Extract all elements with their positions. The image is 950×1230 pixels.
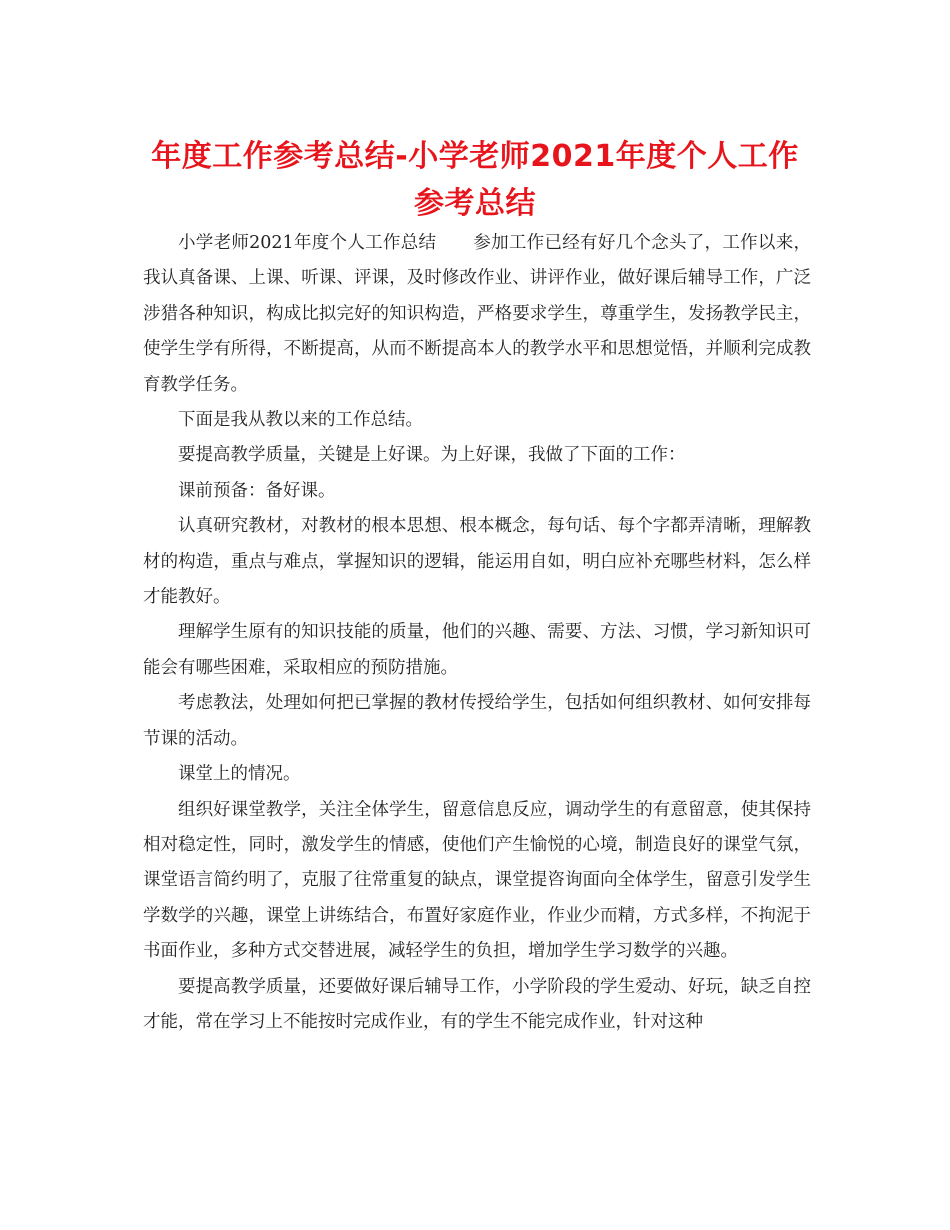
intro-heading: 小学老师2021年度个人工作总结	[178, 233, 437, 253]
paragraph: 要提高教学质量，还要做好课后辅导工作，小学阶段的学生爱动、好玩，缺乏自控才能，常在学习上不能按时完成作业，有的学生不能完成作业，针对这种	[143, 976, 811, 1032]
paragraph: 下面是我从教以来的工作总结。	[178, 410, 423, 431]
document-title-line-2: 参考总结	[414, 186, 536, 221]
paragraph: 理解学生原有的知识技能的质量，他们的兴趣、需要、方法、习惯，学习新知识可能会有哪些困难，采取相应的预防措施。	[143, 622, 811, 678]
paragraph: 课前预备：备好课。	[178, 480, 336, 501]
document-title-line-1: 年度工作参考总结-小学老师2021年度个人工作	[151, 139, 799, 174]
document-body	[143, 226, 811, 1040]
paragraph: 课堂上的情况。	[178, 764, 301, 785]
paragraph: 考虑教法，处理如何把已掌握的教材传授给学生，包括如何组织教材、如何安排每节课的活动。	[143, 693, 811, 749]
paragraph-intro	[143, 226, 811, 403]
paragraph: 组织好课堂教学，关注全体学生，留意信息反应，调动学生的有意留意，使其保持相对稳定性，同时，激发学生的情感，使他们产生愉悦的心境，制造良好的课堂气氛，课堂语言简约明了，克服了往常重复的缺点，课堂提咨询面向全体学生，留意引发学生学数学的兴趣，课堂上讲练结合，布置好家庭作业，作业少而精，方式多样，不拘泥于书面作业，多种方式交替进展，减轻学生的负担，增加学生学习数学的兴趣。	[143, 799, 811, 962]
paragraph: 要提高教学质量，关键是上好课。为上好课，我做了下面的工作：	[178, 445, 686, 466]
paragraph: 认真研究教材，对教材的根本思想、根本概念，每句话、每个字都弄清晰，理解教材的构造，重点与难点，掌握知识的逻辑，能运用自如，明白应补充哪些材料，怎么样才能教好。	[143, 516, 811, 608]
paragraph-text: 参加工作已经有好几个念头了，工作以来，我认真备课、上课、听课、评课，及时修改作业、讲评作业，做好课后辅导工作，广泛涉猎各种知识，构成比拟完好的知识构造，严格要求学生，尊重学生，发扬教学民主，使学生学有所得，不断提高，从而不断提高本人的教学水平和思想觉悟，并顺利完成教育教学任务。	[143, 233, 811, 395]
